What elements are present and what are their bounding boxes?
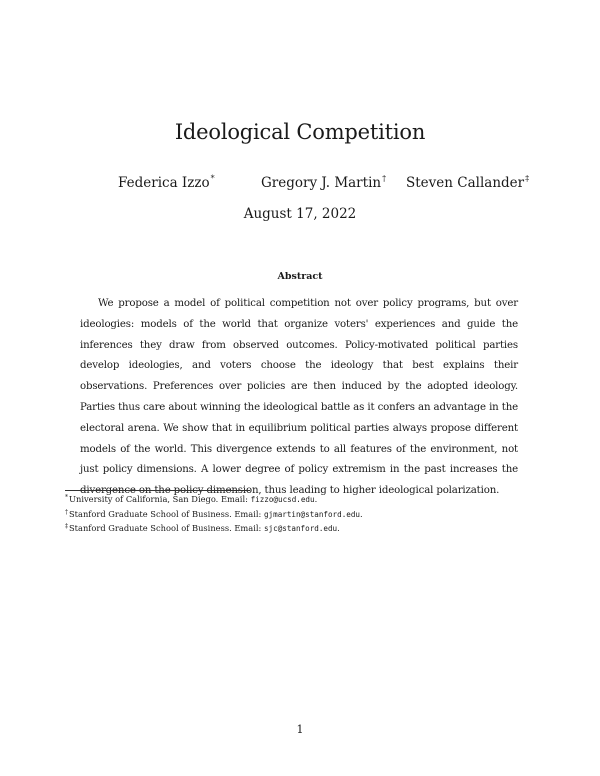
- footnote-mark: *: [65, 494, 68, 501]
- author-name: Gregory J. Martin: [261, 175, 382, 191]
- author-2: [261, 175, 386, 191]
- footnote-3: [65, 522, 545, 537]
- footnote-1: [65, 493, 545, 508]
- paper-title: Ideological Competition: [174, 120, 426, 144]
- footnote-email[interactable]: gjmartin@stanford.edu: [263, 509, 360, 519]
- paper-date: August 17, 2022: [243, 206, 357, 222]
- author-list: [0, 175, 600, 195]
- author-1: [118, 175, 215, 191]
- footnotes: [65, 493, 545, 537]
- footnote-divider: [65, 490, 250, 491]
- abstract-heading: Abstract: [277, 271, 323, 282]
- footnote-text: Stanford Graduate School of Business. Email:: [69, 523, 264, 534]
- author-footnote-mark: *: [210, 174, 215, 183]
- author-footnote-mark: †: [382, 174, 387, 183]
- footnote-email[interactable]: sjc@stanford.edu: [263, 524, 338, 534]
- author-footnote-mark: ‡: [525, 174, 530, 183]
- footnote-text: Stanford Graduate School of Business. Email:: [69, 508, 264, 519]
- abstract-text: We propose a model of political competition not over policy programs, but over ideologies: models of the world that organize voters' experiences and guide the inferences they draw from observed outcomes. Policy-motivated political parties develop ideologies, and voters choose the ideology that best explains their observations. Preferences over policies are then induced by the adopted ideology. Parties thus care about winning the ideological battle as it confers an advantage in the electoral arena. We show that in equilibrium political parties always propose different models of the world. This divergence extends to all features of the environment, not just policy dimensions. A lower degree of policy extremism in the past increases the divergence on the policy dimension, thus leading to higher ideological polarization.: [80, 298, 518, 497]
- footnote-period: .: [314, 494, 318, 504]
- footnote-email[interactable]: fizzo@ucsd.edu: [250, 495, 315, 504]
- author-name: Steven Callander: [406, 175, 525, 191]
- footnote-period: .: [360, 508, 363, 519]
- footnote-text: University of California, San Diego. Email:: [69, 494, 251, 504]
- page-number: 1: [296, 723, 304, 736]
- footnote-period: .: [337, 523, 340, 534]
- author-3: [406, 175, 529, 191]
- author-name: Federica Izzo: [118, 175, 210, 191]
- footnote-2: [65, 508, 545, 523]
- footnote-mark: †: [65, 508, 68, 516]
- footnote-mark: ‡: [65, 523, 68, 531]
